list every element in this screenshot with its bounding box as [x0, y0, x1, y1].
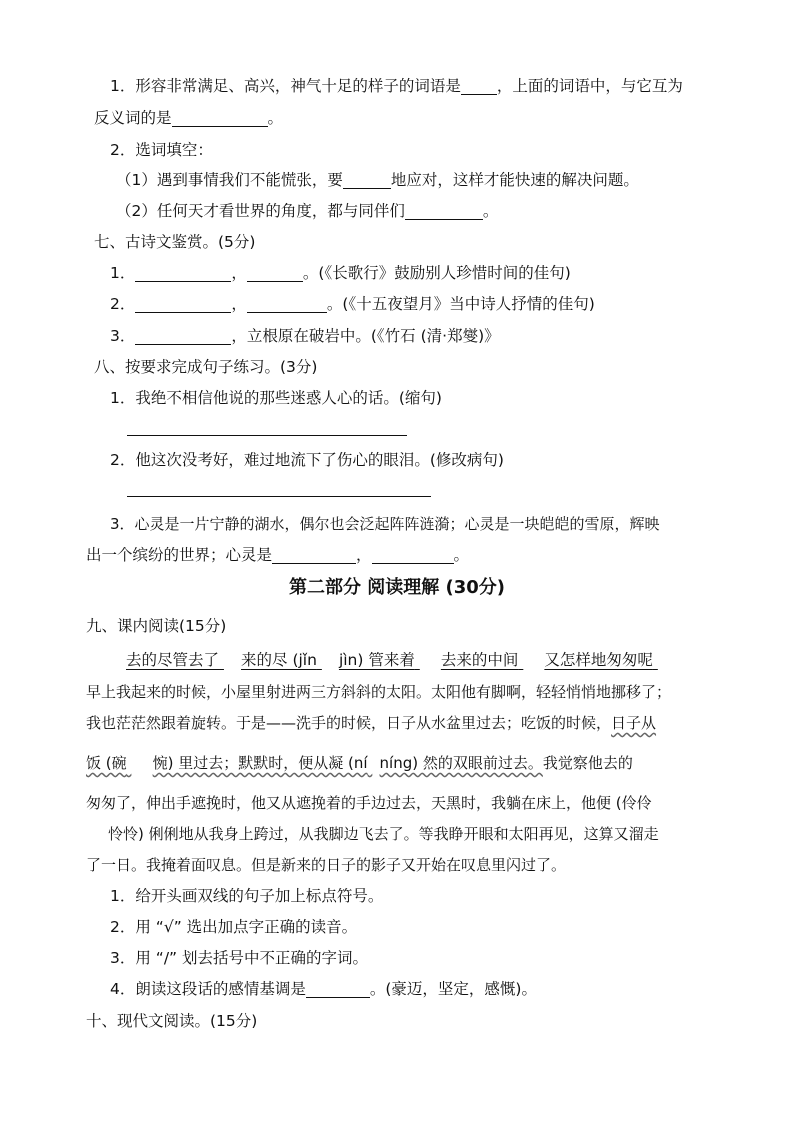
q6-1-line1: 1．形容非常满足、高兴，神气十足的样子的词语是 ，上面的词语中，与它互为 [110, 77, 683, 95]
double-line-sentence: 去的尽管去了 来的尽 (jǐn jìn) 管来着 去来的中间 又怎样地匆匆呢 [126, 651, 653, 669]
q6-1-line2: 反义词的是 。 [94, 109, 284, 127]
passage-line: 早上我起来的时候，小屋里射进两三方斜斜的太阳。太阳他有脚啊，轻轻悄悄地挪移了； [86, 683, 672, 701]
section10-title: 十、现代文阅读。(15分) [86, 1012, 258, 1030]
answer-blank[interactable] [247, 263, 303, 282]
q8-3-line1: 3．心灵是一片宁静的湖水，偶尔也会泛起阵阵涟漪；心灵是一块皑皑的雪原，辉映 [110, 515, 660, 533]
answer-blank[interactable] [343, 170, 391, 189]
q9-3: 3．用 “/” 划去括号中不正确的字词。 [110, 949, 368, 967]
section8-title: 八、按要求完成句子练习。(3分) [94, 358, 318, 376]
answer-blank[interactable] [306, 979, 370, 998]
section9-title: 九、课内阅读(15分) [86, 617, 227, 635]
section7-title: 七、古诗文鉴赏。(5分) [94, 233, 256, 251]
answer-blank[interactable] [172, 108, 268, 127]
answer-blank[interactable] [372, 545, 454, 564]
passage-line: 怜怜) 俐俐地从我身上跨过，从我脚边飞去了。等我睁开眼和太阳再见，这算又溜走 [108, 825, 659, 843]
q9-4: 4．朗读这段话的感情基调是 。(豪迈，坚定，感慨)。 [110, 980, 537, 998]
passage-line: 饭 (碗 惋) 里过去；默默时，便从凝 (ní níng) 然的双眼前过去。我觉察他去的 [86, 754, 633, 772]
answer-blank[interactable] [135, 326, 231, 345]
answer-blank[interactable] [461, 76, 497, 95]
answer-line[interactable] [127, 496, 431, 497]
q7-2: 2． ， 。(《十五夜望月》当中诗人抒情的佳句) [110, 295, 595, 313]
answer-blank[interactable] [247, 294, 327, 313]
q6-2-1: （1）遇到事情我们不能慌张，要 地应对，这样才能快速的解决问题。 [116, 171, 639, 189]
answer-blank[interactable] [405, 201, 483, 220]
q8-3-line2: 出一个缤纷的世界；心灵是 ， 。 [86, 546, 470, 564]
q6-2-title: 2．选词填空： [110, 141, 213, 159]
q7-3: 3． ，立根原在破岩中。(《竹石 (清·郑燮)》 [110, 327, 500, 345]
part2-title: 第二部分 阅读理解 (30分) [288, 577, 506, 598]
passage-line: 了一日。我掩着面叹息。但是新来的日子的影子又开始在叹息里闪过了。 [86, 856, 567, 874]
q6-2-2: （2）任何天才看世界的角度，都与同伴们 。 [116, 202, 499, 220]
answer-blank[interactable] [135, 263, 231, 282]
q8-2: 2．他这次没考好，难过地流下了伤心的眼泪。(修改病句) [110, 451, 504, 469]
q7-1: 1． ， 。(《长歌行》鼓励别人珍惜时间的佳句) [110, 264, 571, 282]
q9-1: 1．给开头画双线的句子加上标点符号。 [110, 887, 384, 905]
passage-line: 匆匆了，伸出手遮挽时，他又从遮挽着的手边过去，天黑时，我躺在床上，他便 (伶伶 [86, 794, 652, 812]
q8-1: 1．我绝不相信他说的那些迷惑人心的话。(缩句) [110, 389, 442, 407]
q9-2: 2．用 “√” 选出加点字正确的读音。 [110, 918, 358, 936]
answer-blank[interactable] [135, 294, 231, 313]
answer-line[interactable] [127, 435, 407, 436]
passage-line: 我也茫茫然跟着旋转。于是——洗手的时候，日子从水盆里过去；吃饭的时候，日子从 [86, 714, 657, 732]
answer-blank[interactable] [272, 545, 356, 564]
